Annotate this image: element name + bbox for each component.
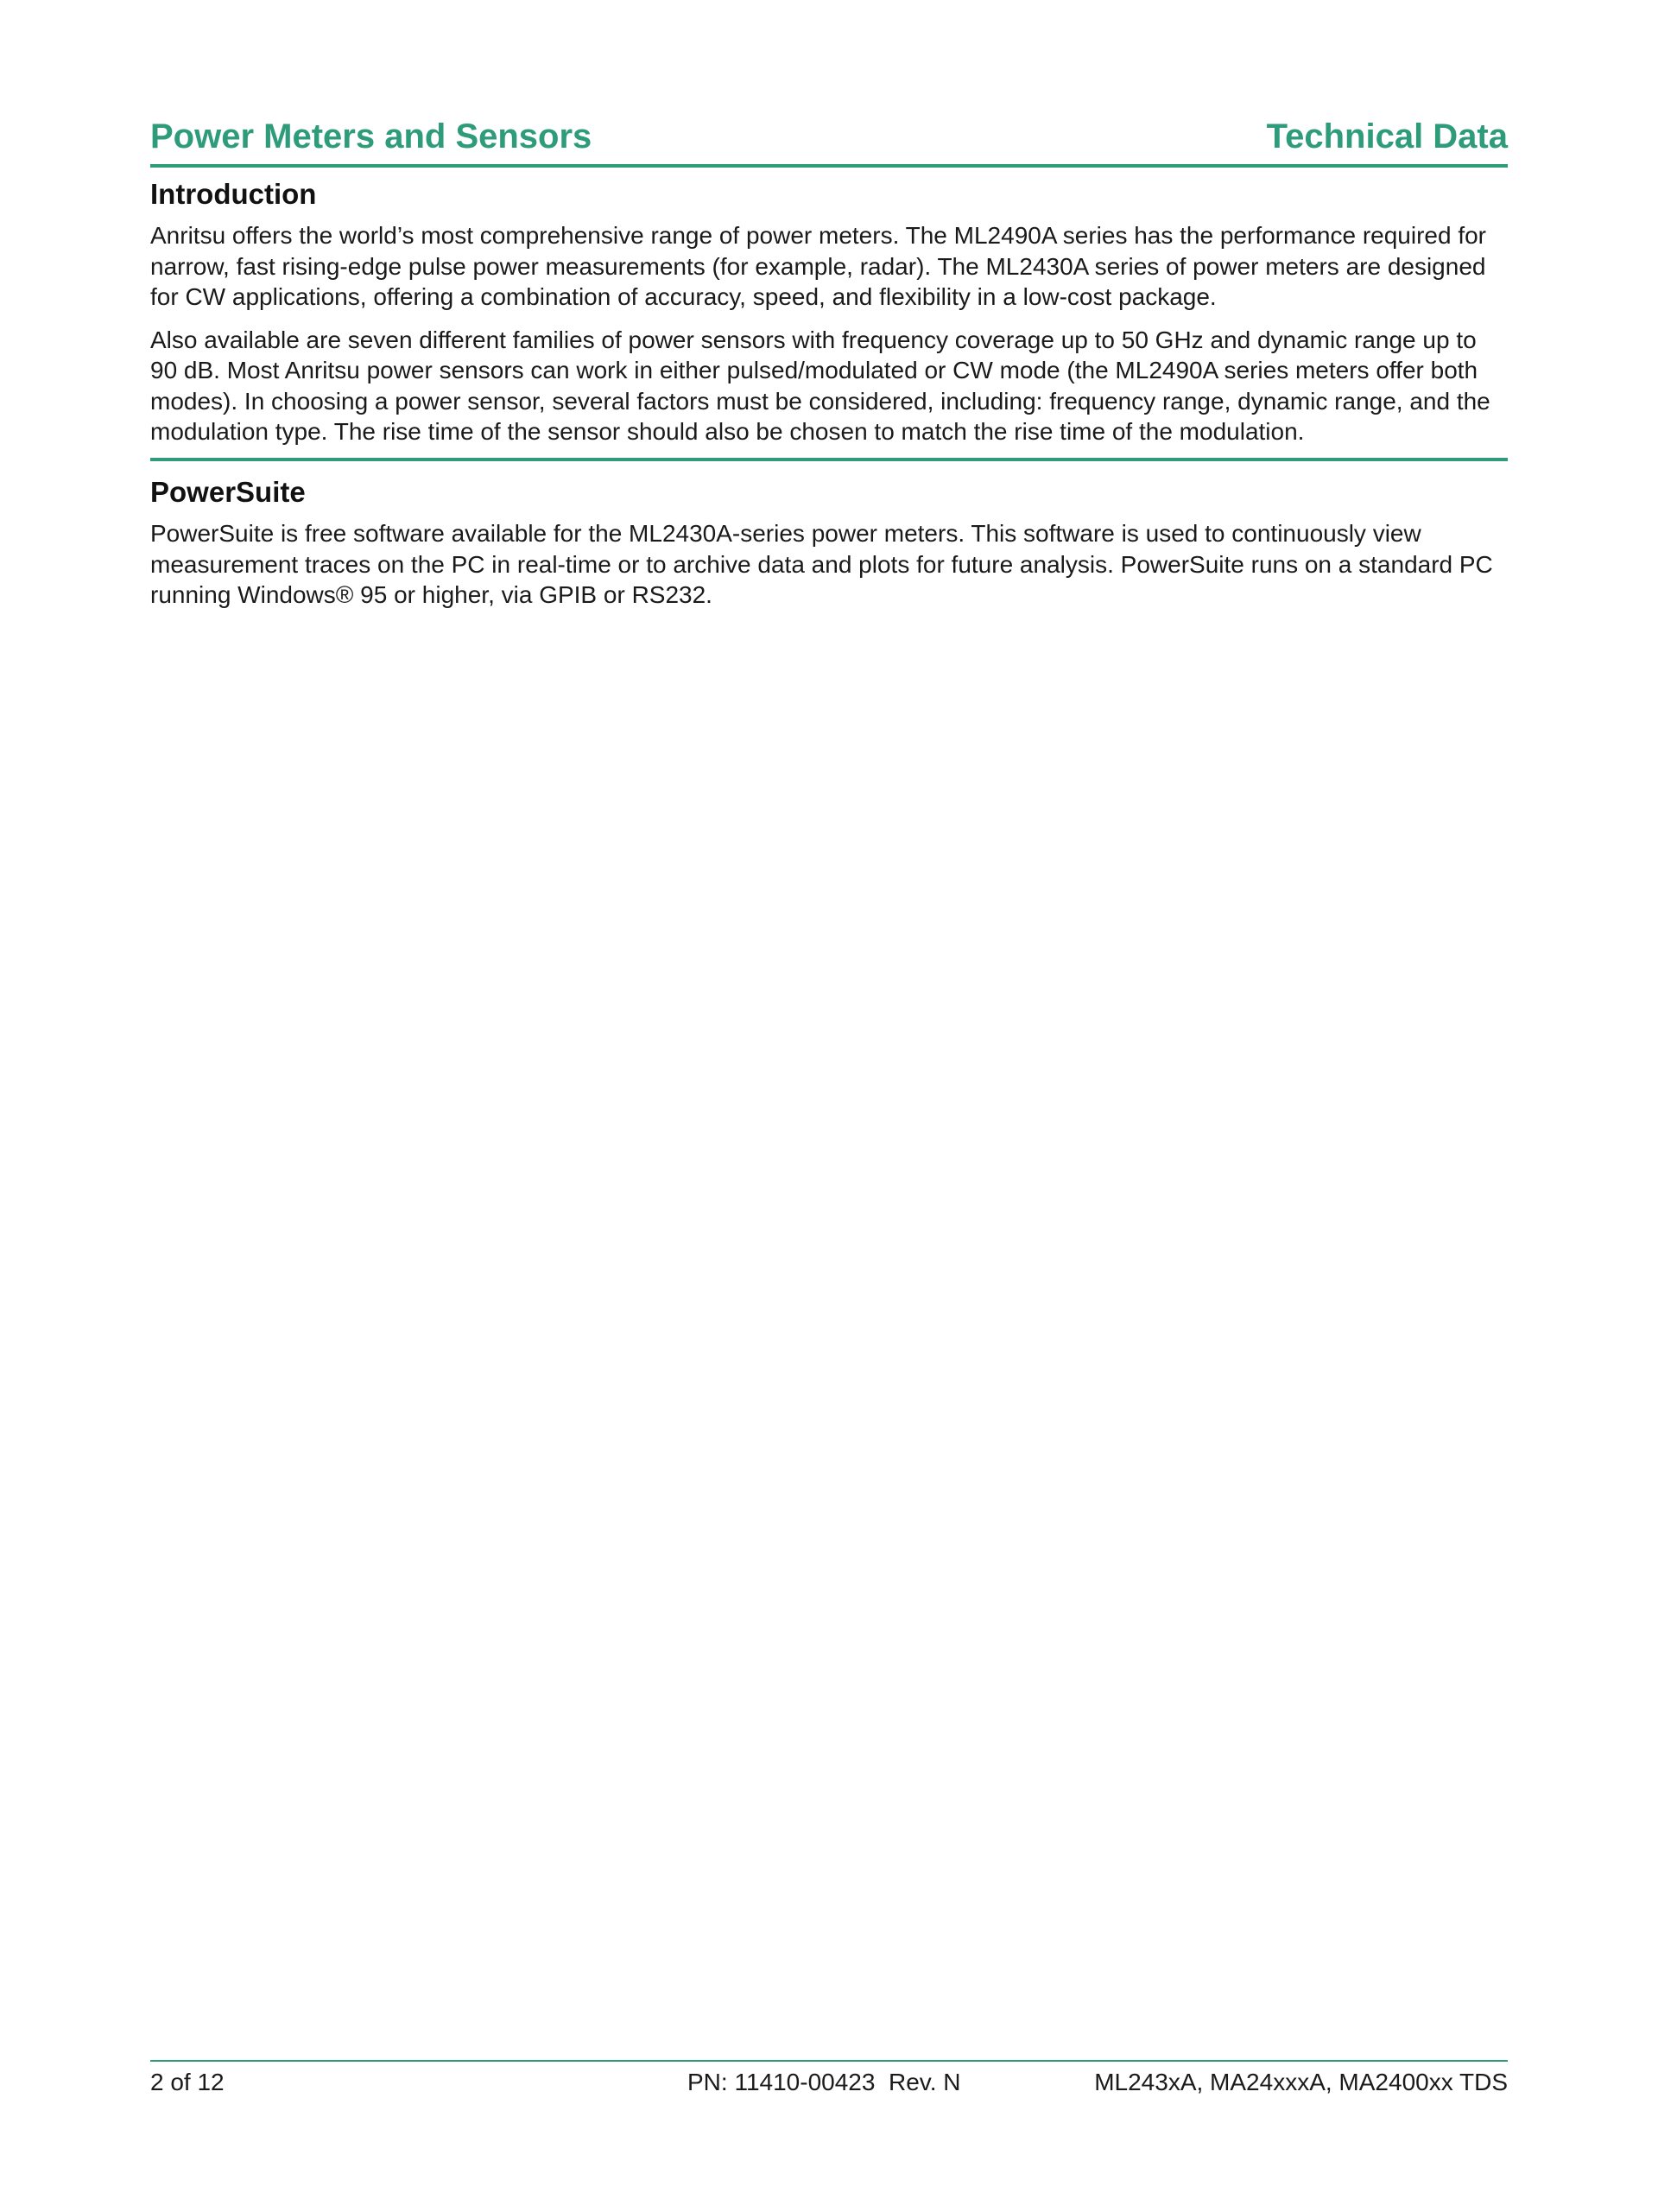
introduction-section (150, 177, 1508, 447)
part-number: PN: 11410-00423 Rev. N (687, 2069, 961, 2095)
introduction-heading: Introduction (150, 178, 317, 210)
powersuite-section (150, 475, 1508, 611)
powersuite-paragraph: PowerSuite is free software available for the ML2430A-series power meters. This software is used to continuously view measurement traces on the PC in real-time or to archive data and plots for future analysis. PowerSuite runs on a standard PC running Windows® 95 or higher, via GPIB or RS232. (150, 520, 1493, 608)
introduction-paragraph-2: Also available are seven different families of power sensors with frequency coverage up to 50 GHz and dynamic range up to 90 dB. Most Anritsu power sensors can work in either pulsed/modulated or CW mode (the ML2490A series meters offer both modes). In choosing a power sensor, several factors must be considered, including: frequency range, dynamic range, and the modulation type. The rise time of the sensor should also be chosen to match the rise time of the modulation. (150, 326, 1490, 445)
page-number: 2 of 12 (150, 2069, 225, 2095)
document-title: Power Meters and Sensors (150, 117, 592, 155)
document-id: ML243xA, MA24xxxA, MA2400xx TDS (1094, 2069, 1508, 2095)
section-divider (150, 458, 1508, 461)
page-header (150, 104, 1508, 168)
document-type: Technical Data (1266, 117, 1508, 155)
introduction-paragraph-1: Anritsu offers the world’s most comprehensive range of power meters. The ML2490A series has the performance required for narrow, fast rising-edge pulse power measurements (for example, radar). The ML2430A series of power meters are designed for CW applications, offering a combination of accuracy, speed, and flexibility in a low-cost package. (150, 222, 1486, 310)
page-footer (150, 2060, 1508, 2105)
powersuite-heading: PowerSuite (150, 476, 306, 508)
